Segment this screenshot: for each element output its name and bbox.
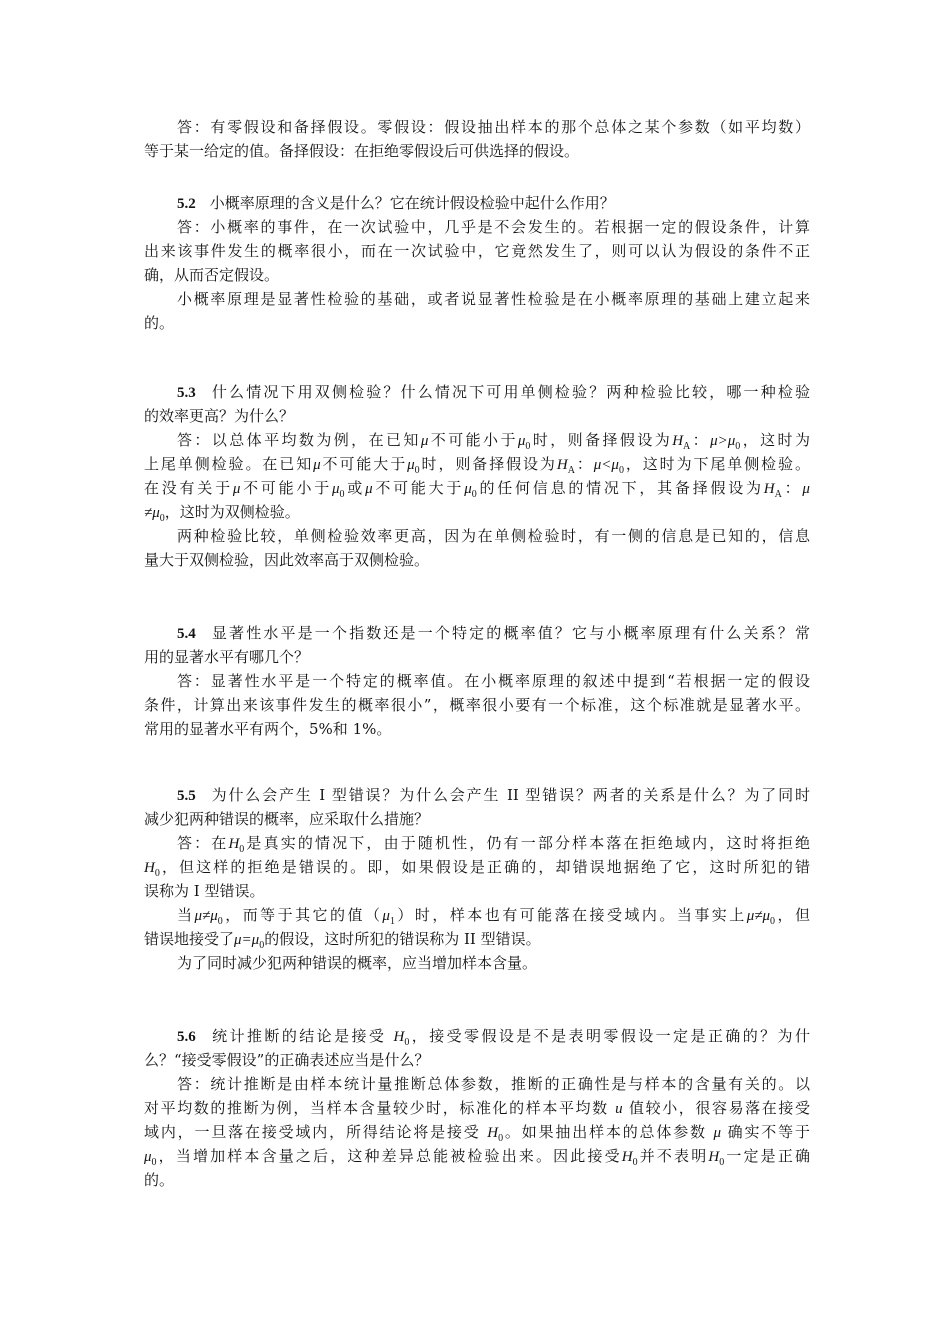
math-subscript: 0 <box>471 489 477 500</box>
text-run: ，这时为下尾单侧检验。 <box>623 455 810 473</box>
text-run: 。如果抽出样本的总体参数 <box>503 1123 707 1141</box>
paragraph-line: 答：有零假设和备择假设。零假设：假设抽出样本的那个总体之某个参数（如平均数） <box>177 118 810 136</box>
math-symbol: ≠μ <box>144 505 160 521</box>
text-run: 上尾单侧检验。在已知 <box>144 455 314 473</box>
answer-line <box>144 903 810 927</box>
math-subscript: 0 <box>239 844 245 855</box>
question-text: 显著性水平是一个指数还是一个特定的概率值？它与小概率原理有什么关系？常 <box>209 624 810 642</box>
text-run: ： <box>781 479 803 497</box>
question-text: 统计推断的结论是接受 <box>209 1027 387 1045</box>
text-run: 域内，一旦落在接受域内，所得结论将是接受 <box>144 1123 481 1141</box>
math-symbol: H <box>672 433 684 449</box>
answer-line <box>144 452 810 476</box>
math-ha <box>763 481 782 500</box>
math-expr <box>194 908 223 927</box>
math-mu: μ <box>713 1125 722 1141</box>
answer-line: 量大于双侧检验，因此效率高于双侧检验。 <box>144 551 430 569</box>
text-run: ： <box>690 431 711 449</box>
math-symbol: H <box>487 1125 499 1141</box>
math-subscript: 0 <box>770 916 776 927</box>
text-run: ，但 <box>775 906 810 924</box>
math-subscript: 0 <box>525 441 531 452</box>
text-run: 是真实的情况下，由于随机性，仍有一部分样本落在拒绝域内，这时将拒绝 <box>244 834 810 852</box>
text-run: 值较小，很容易落在接受 <box>629 1099 810 1117</box>
math-subscript: 0 <box>618 465 624 476</box>
math-symbol: μ=μ <box>234 932 260 948</box>
question-text: ，接受零假设是不是表明零假设一定是正确的？为什 <box>409 1027 810 1045</box>
math-subscript: A <box>683 441 691 452</box>
question-number: 5.6 <box>177 1029 196 1045</box>
math-u: u <box>615 1101 623 1117</box>
answer-line: 答：统计推断是由样本统计量推断总体参数，推断的正确性是与样本的含量有关的。以 <box>177 1075 810 1093</box>
math-subscript: 0 <box>404 1037 410 1048</box>
answer-line: 的。 <box>144 1171 175 1189</box>
math-subscript: 0 <box>735 441 741 452</box>
answer-line: 误称为 I 型错误。 <box>144 882 265 900</box>
question-number: 5.2 <box>177 196 196 212</box>
question-5-6 <box>144 1024 810 1192</box>
text-run: 错误地接受了 <box>144 930 235 948</box>
question-number: 5.3 <box>177 385 196 401</box>
math-symbol: μ<μ <box>593 457 619 473</box>
text-run: ，这时为双侧检验。 <box>164 503 300 521</box>
math-symbol: μ <box>331 481 340 497</box>
math-h0 <box>708 1149 725 1168</box>
question-line <box>144 621 810 645</box>
math-mu0 <box>464 481 477 500</box>
text-run: 在没有关于 <box>144 479 233 497</box>
math-h0 <box>228 836 245 855</box>
math-subscript: 0 <box>719 1157 725 1168</box>
math-mu: μ <box>232 481 241 497</box>
text-run: 的任何信息的情况下，其备择假设为 <box>476 479 764 497</box>
answer-line: 出来该事件发生的概率很小，而在一次试验中，它竟然发生了，则可以认为假设的条件不正 <box>144 242 810 260</box>
question-5-4 <box>144 621 810 741</box>
text-run: ，这时为 <box>740 431 810 449</box>
text-run: ）时，样本也有可能落在接受域内。当事实上 <box>394 906 747 924</box>
text-run: 时，则备择假设为 <box>419 455 557 473</box>
answer-line <box>144 831 810 855</box>
question-number: 5.5 <box>177 788 196 804</box>
math-subscript: A <box>567 465 575 476</box>
math-ha <box>556 457 575 476</box>
math-mu1 <box>382 908 395 927</box>
question-5-2 <box>144 191 810 335</box>
answer-line <box>144 1144 810 1168</box>
math-subscript: 1 <box>389 916 395 927</box>
text-run: ： <box>574 455 594 473</box>
answer-line <box>144 1096 810 1120</box>
question-line: 减少犯两种错误的概率，应采取什么措施？ <box>144 810 430 828</box>
text-run: 或 <box>344 479 366 497</box>
answer-line: 答：显著性水平是一个特定的概率值。在小概率原理的叙述中提到“若根据一定的假设 <box>177 672 810 690</box>
math-symbol: H <box>144 860 155 876</box>
math-subscript: 0 <box>151 1157 157 1168</box>
answer-line: 常用的显著水平有两个，5%和 1%。 <box>144 720 392 738</box>
text-run: 不可能小于 <box>240 479 332 497</box>
paragraph-line: 等于某一给定的值。备择假设：在拒绝零假设后可供选择的假设。 <box>144 142 580 160</box>
math-subscript: 0 <box>632 1157 638 1168</box>
math-mu: μ <box>365 481 373 497</box>
math-ha <box>672 433 691 452</box>
question-5-5 <box>144 783 810 975</box>
math-subscript: 0 <box>259 940 265 951</box>
math-expr <box>234 932 265 951</box>
math-h0 <box>144 860 160 879</box>
text-run: 时，则备择假设为 <box>530 431 673 449</box>
question-line: 么？“接受零假设”的正确表述应当是什么？ <box>144 1051 430 1069</box>
answer-line <box>144 428 810 452</box>
math-h0 <box>393 1029 410 1048</box>
question-line <box>144 380 810 404</box>
math-symbol: μ <box>464 481 472 497</box>
question-number: 5.4 <box>177 626 196 642</box>
answer-line <box>144 476 810 500</box>
answer-line <box>144 855 810 879</box>
question-text: 为什么会产生 I 型错误？为什么会产生 II 型错误？两者的关系是什么？为了同时 <box>209 786 810 804</box>
question-line <box>144 1024 810 1048</box>
text-run: 一定是正确 <box>724 1147 810 1165</box>
math-symbol: μ>μ <box>710 433 736 449</box>
text-run: 答：在 <box>177 834 229 852</box>
math-expr <box>710 433 741 452</box>
math-expr <box>593 457 624 476</box>
math-symbol: H <box>763 481 775 497</box>
answer-line: 两种检验比较，单侧检验效率更高，因为在单侧检验时，有一侧的信息是已知的，信息 <box>177 527 810 545</box>
question-line: 用的显著水平有哪几个？ <box>144 648 310 666</box>
math-expr <box>144 505 165 524</box>
math-symbol: μ <box>407 457 415 473</box>
math-symbol: μ <box>517 433 526 449</box>
answer-line: 小概率原理是显著性检验的基础，或者说显著性检验是在小概率原理的基础上建立起来 <box>177 290 810 308</box>
math-subscript: 0 <box>498 1133 504 1144</box>
question-line <box>144 783 810 807</box>
question-text: 什么情况下用双侧检验？什么情况下可用单侧检验？两种检验比较，哪一种检验 <box>209 383 810 401</box>
math-subscript: 0 <box>159 513 165 524</box>
math-symbol: μ <box>144 1149 152 1165</box>
math-symbol: ≠μ <box>202 908 218 924</box>
math-symbol: H <box>556 457 568 473</box>
answer-line: 为了同时减少犯两种错误的概率，应当增加样本含量。 <box>177 954 538 972</box>
question-line: 的效率更高？为什么？ <box>144 407 295 425</box>
math-subscript: 0 <box>414 465 420 476</box>
math-symbol: H <box>228 836 240 852</box>
text-run: 不可能大于 <box>372 479 465 497</box>
question-5-3 <box>144 380 810 572</box>
math-mu0 <box>144 1149 157 1168</box>
answer-line: 答：小概率的事件，在一次试验中，几乎是不会发生的。若根据一定的假设条件，计算 <box>177 218 810 236</box>
math-subscript: 0 <box>339 489 345 500</box>
math-mu0 <box>331 481 345 500</box>
text-run: 确实不等于 <box>727 1123 810 1141</box>
math-h0 <box>487 1125 504 1144</box>
math-subscript: 0 <box>217 916 223 927</box>
text-run: ，而等于其它的值（ <box>222 906 383 924</box>
math-h0 <box>621 1149 638 1168</box>
answer-line <box>144 927 810 951</box>
math-symbol: μ <box>746 908 755 924</box>
math-symbol: H <box>393 1029 405 1045</box>
math-symbol: ≠μ <box>754 908 771 924</box>
math-symbol: μ <box>382 908 390 924</box>
math-symbol: μ <box>194 908 202 924</box>
math-subscript: A <box>774 489 782 500</box>
text-run: 对平均数的推断为例，当样本含量较少时，标准化的样本平均数 <box>144 1099 609 1117</box>
intro-answer <box>144 115 810 163</box>
math-mu: μ <box>802 481 810 497</box>
math-subscript: 0 <box>154 868 160 879</box>
math-mu: μ <box>420 433 429 449</box>
text-run: ，但这样的拒绝是错误的。即，如果假设是正确的，却错误地据绝了它，这时所犯的错 <box>159 858 810 876</box>
math-expr <box>746 908 776 927</box>
math-symbol: H <box>708 1149 720 1165</box>
answer-line: 条件，计算出来该事件发生的概率很小”，概率很小要有一个标准，这个标准就是显著水平。 <box>144 696 810 714</box>
answer-line <box>144 500 810 524</box>
math-mu0 <box>407 457 420 476</box>
answer-line: 确，从而否定假设。 <box>144 266 280 284</box>
text-run: ，当增加样本含量之后，这种差异总能被检验出来。因此接受 <box>156 1147 622 1165</box>
text-run: 不可能大于 <box>320 455 408 473</box>
question-line <box>144 191 810 215</box>
question-text: 小概率原理的含义是什么？它在统计假设检验中起什么作用？ <box>209 194 615 212</box>
text-run: 不可能小于 <box>428 431 518 449</box>
text-run: 的假设，这时所犯的错误称为 II 型错误。 <box>264 930 541 948</box>
answer-line: 的。 <box>144 314 175 332</box>
math-mu0 <box>517 433 531 452</box>
math-symbol: H <box>621 1149 633 1165</box>
text-run: 答：以总体平均数为例，在已知 <box>177 431 421 449</box>
answer-line <box>144 1120 810 1144</box>
math-mu: μ <box>313 457 321 473</box>
text-run: 并不表明 <box>637 1147 709 1165</box>
text-run: 当 <box>177 906 195 924</box>
